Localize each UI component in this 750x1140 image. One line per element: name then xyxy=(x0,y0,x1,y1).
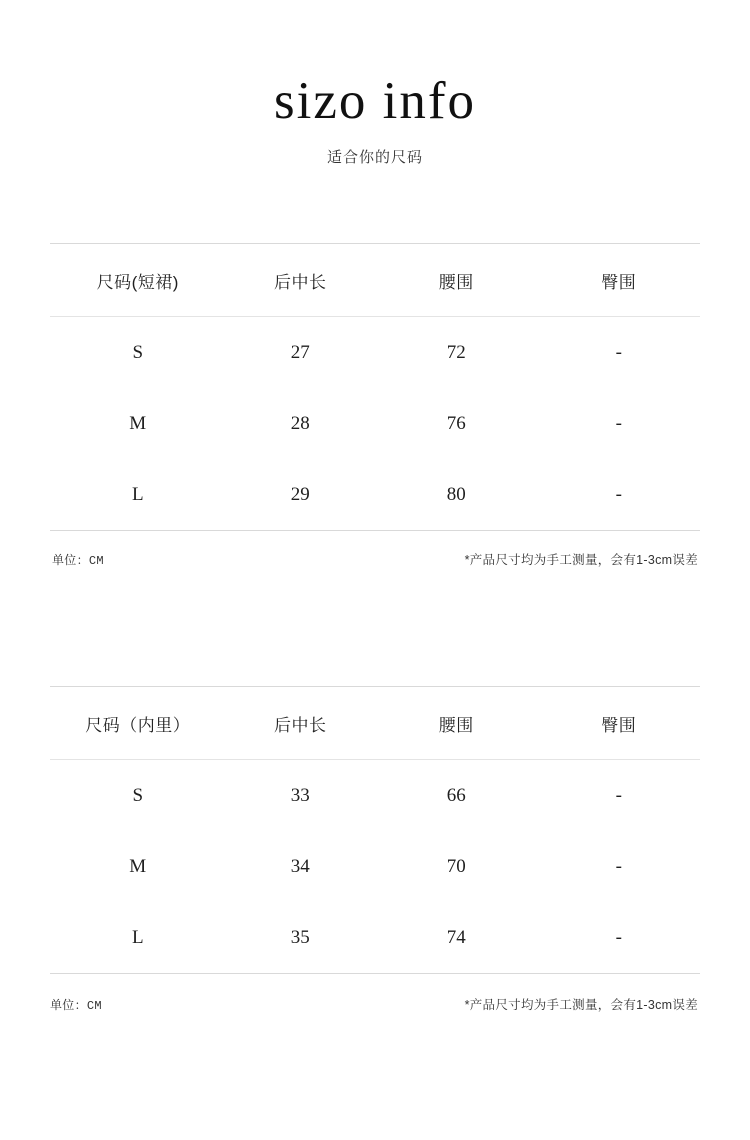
column-header-hip: 臀围 xyxy=(601,272,637,292)
page-title: sizo info xyxy=(274,72,476,130)
measurement-disclaimer: *产品尺寸均为手工测量，会有1-3cm误差 xyxy=(464,998,698,1012)
cell-hip: - xyxy=(615,483,622,505)
table-footnotes xyxy=(50,995,700,1013)
cell-waist: 66 xyxy=(446,784,466,806)
cell-size: L xyxy=(131,926,144,948)
cell-waist: 70 xyxy=(446,855,466,877)
table-row xyxy=(50,902,700,973)
unit-note: 单位：CM xyxy=(52,553,104,568)
cell-size: L xyxy=(131,483,144,505)
column-header-waist: 腰围 xyxy=(438,715,474,735)
page-header xyxy=(0,0,750,167)
column-header-size: 尺码(短裙) xyxy=(96,272,179,292)
cell-back-length: 29 xyxy=(290,483,310,505)
table-bottom-rule xyxy=(50,973,700,974)
cell-back-length: 28 xyxy=(290,412,310,434)
cell-hip: - xyxy=(615,784,622,806)
table-footnotes xyxy=(50,550,700,568)
column-header-hip: 臀围 xyxy=(601,715,637,735)
skirt-size-section xyxy=(50,243,700,568)
cell-size: S xyxy=(132,784,144,806)
skirt-size-table xyxy=(50,244,700,316)
lining-size-table-body xyxy=(50,760,700,973)
table-row xyxy=(50,317,700,388)
measurement-disclaimer: *产品尺寸均为手工测量，会有1-3cm误差 xyxy=(464,553,698,567)
cell-size: M xyxy=(129,412,147,434)
cell-hip: - xyxy=(615,412,622,434)
cell-waist: 74 xyxy=(446,926,466,948)
table-header-row xyxy=(50,244,700,316)
cell-hip: - xyxy=(615,926,622,948)
table-row xyxy=(50,459,700,530)
column-header-waist: 腰围 xyxy=(438,272,474,292)
cell-size: M xyxy=(129,855,147,877)
page-subtitle: 适合你的尺码 xyxy=(326,149,423,167)
cell-waist: 72 xyxy=(446,341,466,363)
cell-back-length: 33 xyxy=(290,784,310,806)
cell-back-length: 34 xyxy=(290,855,310,877)
cell-waist: 80 xyxy=(446,483,466,505)
cell-hip: - xyxy=(615,855,622,877)
table-row xyxy=(50,760,700,831)
lining-size-table xyxy=(50,687,700,759)
cell-hip: - xyxy=(615,341,622,363)
skirt-size-table-body xyxy=(50,317,700,530)
cell-waist: 76 xyxy=(446,412,466,434)
column-header-back-length: 后中长 xyxy=(274,272,327,292)
table-bottom-rule xyxy=(50,530,700,531)
table-row xyxy=(50,388,700,459)
unit-note: 单位：CM xyxy=(50,998,102,1013)
cell-back-length: 27 xyxy=(290,341,310,363)
cell-back-length: 35 xyxy=(290,926,310,948)
cell-size: S xyxy=(132,341,144,363)
table-header-row xyxy=(50,687,700,759)
lining-size-section xyxy=(50,686,700,1013)
column-header-size: 尺码（内里） xyxy=(85,715,191,735)
column-header-back-length: 后中长 xyxy=(274,715,327,735)
table-row xyxy=(50,831,700,902)
